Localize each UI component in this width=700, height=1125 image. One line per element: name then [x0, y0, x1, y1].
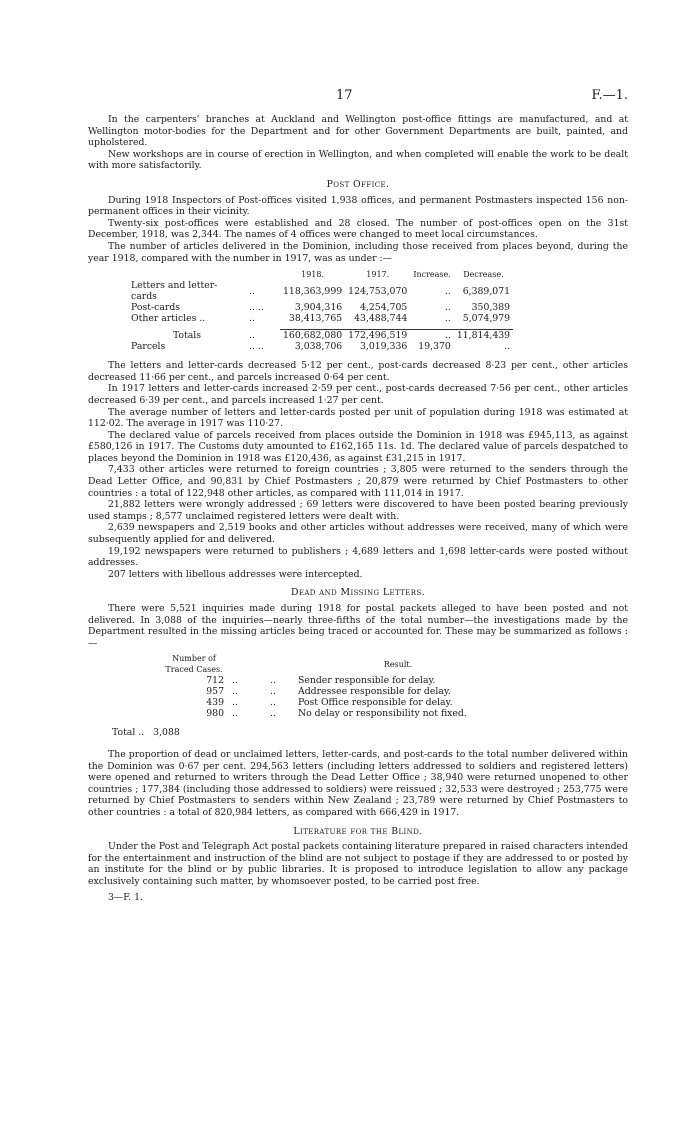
row-label: Totals	[172, 329, 202, 341]
page-header	[0, 88, 700, 104]
paragraph: There were 5,521 inquiries made during 1918 for postal packets alleged to have been posted and not delivered. In 3,088 of the inquiries—nearly three-fifths of the total number—the investigations made by the Department resulted in the missing articles being traced or accounted for. These may be summarized as follows :—	[88, 603, 628, 649]
result-text: Addressee responsible for delay.	[298, 686, 451, 698]
paragraph: The proportion of dead or unclaimed letters, letter-cards, and post-cards to the total number delivered within the Dominion was 0·67 per cent. 294,563 letters (including letters addressed to soldiers and registered letters) were opened and returned to writers through the Dead Letter Office ; 38,940 were returned unopened to other countries ; 177,384 (including those addressed to soldiers) were reissued ; 32,533 were destroyed ; 253,775 were returned by Chief Postmasters to senders within New Zealand ; 23,789 were returned by Chief Postmasters to other countries : a total of 820,984 letters, as compared with 666,429 in 1917.	[88, 748, 628, 818]
paragraph: 7,433 other articles were returned to foreign countries ; 3,805 were returned to the senders through the Dead Letter Office, and 90,831 by Chief Postmasters ; 20,879 were returned by Chief Postmasters to other countries : a total of 122,948 other articles, as compared with 111,014 in 1917.	[88, 464, 628, 499]
value-1918: 3,904,316	[294, 302, 343, 314]
section-heading-blind: Literature for the Blind.	[293, 825, 423, 837]
leader-dots: ..	[232, 686, 238, 698]
value-decrease: ..	[504, 341, 511, 353]
paragraph: The number of articles delivered in the Dominion, including those received from places beyond, during the year 1918, compared with the number in 1917, was as under :—	[88, 240, 628, 264]
section-heading-post-office: Post Office.	[326, 178, 390, 190]
paragraph: 2,639 newspapers and 2,519 books and other articles without addresses were received, many of which were subsequently applied for and delivered.	[88, 522, 628, 546]
paragraph: Under the Post and Telegraph Act postal packets containing literature prepared in raised characters intended for the entertainment and instruction of the blind are not subject to postage if they are addressed to or posted by an institute for the blind or by public libraries. It is proposed to introduce legislation to allow any package exclusively containing such matter, by whomsoever posted, to be carried post free.	[88, 841, 628, 887]
table-row	[128, 313, 513, 324]
traced-count: 957	[206, 686, 224, 698]
column-header	[128, 269, 246, 280]
paragraph: New workshops are in course of erection in Wellington, and when completed will enable the work to be dealt with more satisfactorily.	[88, 148, 628, 172]
signature-mark: 3—F. 1.	[108, 891, 143, 903]
leader-dots: ..	[232, 708, 238, 720]
traced-count: 980	[206, 708, 224, 720]
column-header	[266, 653, 294, 675]
table-row	[160, 686, 502, 697]
value-increase: ..	[444, 302, 451, 314]
leader-dots: ..	[249, 285, 255, 297]
column-header: Number of Traced Cases.	[165, 654, 223, 675]
value-decrease: 6,389,071	[462, 285, 511, 297]
leader-dots: .. ..	[249, 302, 264, 314]
totals-row	[128, 330, 513, 342]
value-1918: 160,682,080	[280, 330, 345, 342]
result-text: No delay or responsibility not fixed.	[298, 708, 467, 720]
table-header-row	[128, 269, 513, 280]
traced-total	[112, 727, 628, 739]
page-content	[88, 114, 628, 903]
value-increase: 19,370	[418, 341, 451, 353]
table-row	[128, 280, 513, 302]
total-value: 3,088	[153, 727, 180, 739]
column-header: 1917.	[366, 270, 390, 280]
column-header: 1918.	[301, 270, 325, 280]
table-row	[128, 302, 513, 313]
total-label: Total ..	[112, 727, 145, 739]
leader-dots: ..	[249, 313, 255, 325]
column-header	[246, 269, 280, 280]
value-increase: ..	[444, 313, 451, 325]
leader-dots: ..	[270, 697, 276, 709]
paragraph: 207 letters with libellous addresses were intercepted.	[108, 568, 363, 580]
page-reference: F.—1.	[591, 88, 628, 103]
paragraph: In 1917 letters and letter-cards increased 2·59 per cent., post-cards decreased 7·56 per cent., other articles decreased 6·39 per cent., and parcels increased 1·27 per cent.	[88, 383, 628, 406]
result-text: Sender responsible for delay.	[298, 675, 436, 687]
paragraph: 21,882 letters were wrongly addressed ; 69 letters were discovered to have been posted bearing previously used stamps ; 8,577 unclaimed registered letters were dealt with.	[88, 499, 628, 522]
column-header: Increase.	[413, 270, 451, 280]
value-increase: ..	[410, 330, 454, 342]
value-1917: 4,254,705	[359, 302, 408, 314]
leader-dots: ..	[232, 697, 238, 709]
leader-dots: ..	[232, 675, 238, 687]
paragraph: In the carpenters' branches at Auckland and Wellington post-office fittings are manufactured, and at Wellington motor-bodies for the Department and for other Government Departments are built, painted, and upholstered.	[88, 114, 628, 149]
paragraph: The average number of letters and letter-cards posted per unit of population during 1918 was estimated at 112·02. The average in 1917 was 110·27.	[88, 406, 628, 430]
table-row	[160, 708, 502, 719]
leader-dots: ..	[270, 675, 276, 687]
result-text: Post Office responsible for delay.	[298, 697, 453, 709]
parcels-row	[128, 341, 513, 352]
row-label: Letters and letter-cards	[131, 280, 218, 303]
value-1918: 118,363,999	[283, 285, 343, 297]
articles-delivered-table	[128, 269, 513, 352]
row-label: Post-cards	[131, 302, 181, 314]
section-heading-dead-letters: Dead and Missing Letters.	[290, 587, 425, 599]
traced-count: 439	[206, 697, 224, 709]
table-row	[160, 675, 502, 686]
leader-dots: ..	[270, 708, 276, 720]
paragraph: Twenty-six post-offices were established and 28 closed. The number of post-offices open on the 31st December, 1918, was 2,344. The names of 4 offices were changed to meet local circumstances.	[88, 217, 628, 241]
value-1917: 124,753,070	[348, 285, 408, 297]
value-1917: 3,019,336	[359, 341, 408, 353]
table-row	[160, 697, 502, 708]
row-label: Other articles ..	[131, 313, 206, 325]
leader-dots: ..	[270, 686, 276, 698]
value-1918: 3,038,706	[294, 341, 343, 353]
column-header: Result.	[383, 659, 413, 669]
traced-count: 712	[206, 675, 224, 687]
paragraph: 19,192 newspapers were returned to publishers ; 4,689 letters and 1,698 letter-cards were posted without addresses.	[88, 545, 628, 569]
page-number: 17	[336, 88, 353, 103]
leader-dots: .. ..	[249, 341, 264, 353]
traced-cases-table	[160, 653, 502, 719]
column-header: Decrease.	[463, 270, 504, 280]
row-label: Parcels	[131, 341, 166, 353]
paragraph: The declared value of parcels received from places outside the Dominion in 1918 was £945,113, as against £580,126 in 1917. The Customs duty amounted to £162,165 11s. 1d. The declared value of parcels despatched to places beyond the Dominion in 1918 was £120,436, as against £31,215 in 1917.	[88, 429, 628, 464]
value-decrease: 11,814,439	[454, 330, 513, 342]
value-increase: ..	[444, 285, 451, 297]
paragraph: The letters and letter-cards decreased 5·12 per cent., post-cards decreased 8·23 per cent., other articles decreased 11·66 per cent., and parcels increased 0·64 per cent.	[88, 360, 628, 383]
column-header	[228, 653, 266, 675]
table-header-row	[160, 653, 502, 675]
value-decrease: 5,074,979	[462, 313, 511, 325]
value-1917: 172,496,519	[345, 330, 410, 342]
leader-dots: ..	[249, 329, 255, 341]
paragraph: During 1918 Inspectors of Post-offices visited 1,938 offices, and permanent Postmasters inspected 156 non-permanent offices in their vicinity.	[88, 194, 628, 218]
value-1918: 38,413,765	[288, 313, 343, 325]
value-1917: 43,488,744	[354, 313, 408, 325]
value-decrease: 350,389	[471, 302, 511, 314]
